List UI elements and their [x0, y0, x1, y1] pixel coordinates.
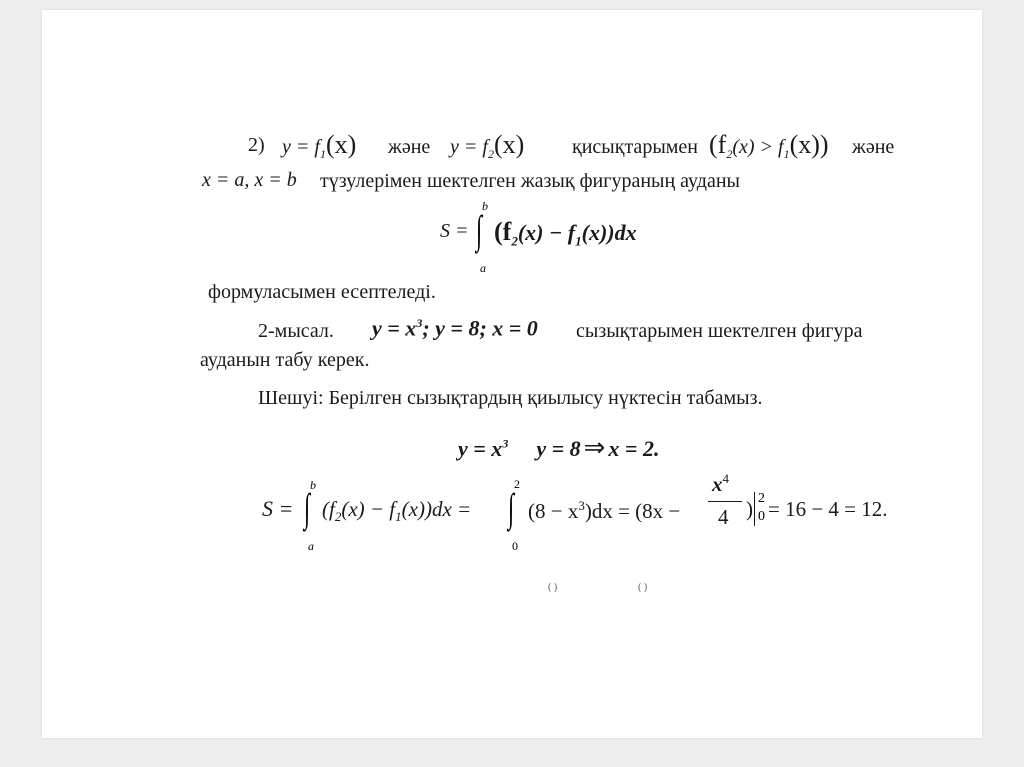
eval-lower-limit: 0 — [758, 509, 765, 524]
item-number: 2) — [248, 134, 265, 156]
evaluation-bar — [754, 492, 755, 526]
formula1-integrand: $(f_2(x) - f_1(x))dx$ — [494, 217, 637, 249]
integral-sign-icon: ∫ — [476, 207, 483, 252]
text-bounded-area: түзулерімен шектелген жазық фигураның ауданы — [320, 170, 740, 192]
integral-sign-icon: ∫ — [304, 485, 311, 530]
formula3-upper-limit-b: b — [310, 478, 316, 492]
formula3-S: S = — [262, 496, 294, 521]
formula3-upper-limit-2: 2 — [514, 477, 520, 491]
formula3-frac-numerator: $x^4$ — [712, 471, 729, 496]
condition-f2-gt-f1: $(f_2(x) > f_1(x))$ — [709, 130, 829, 161]
solution-text: Шешуі: Берілген сызықтардың қиылысу нүктесін табамыз. — [258, 387, 763, 409]
word-curves: қисықтарымен — [572, 136, 698, 158]
word-and-2: және — [852, 136, 895, 158]
formula1-lower-limit: a — [480, 261, 486, 275]
formula1-S: S = — [440, 220, 469, 242]
formula2-intersection: $y = x^3$ y = 8 ⇒ x = 2. — [458, 433, 660, 462]
example-label: 2-мысал. — [258, 320, 334, 342]
formula3-result: = 16 − 4 = 12. — [768, 497, 888, 521]
formula3-close-paren: ) — [746, 497, 753, 521]
equation-y-f2: $y = f_2(x)$ — [450, 130, 525, 161]
formula3-frac-denominator: 4 — [718, 505, 729, 529]
eval-upper-limit: 2 — [758, 491, 765, 506]
artifact-mark: ( ) — [638, 582, 648, 593]
text-bounded-figure: сызықтарымен шектелген фигура — [576, 320, 863, 342]
text-computed-by-formula: формуласымен есептеледі. — [208, 281, 436, 303]
formula3-part2: $(8 - x^3)dx = (8x$ − — [528, 498, 681, 523]
formula1-upper-limit: b — [482, 199, 488, 213]
example-equations: $y = x^3$; y = 8; x = 0 — [372, 315, 538, 341]
word-and-1: және — [388, 136, 431, 158]
fraction-bar — [708, 501, 742, 502]
slide-page — [42, 10, 982, 738]
equation-y-f1: $y = f_1(x)$ — [282, 130, 357, 161]
formula3-lower-limit-a: a — [308, 539, 314, 553]
integral-sign-icon: ∫ — [508, 485, 515, 530]
artifact-mark: ( ) — [548, 582, 558, 593]
equation-x-a-b: x = a, x = b — [202, 169, 297, 191]
formula3-part1: $(f_2(x) - f_1(x))dx$ = — [322, 497, 472, 525]
formula3-lower-limit-0: 0 — [512, 539, 518, 553]
text-find-area: ауданын табу керек. — [200, 349, 370, 371]
